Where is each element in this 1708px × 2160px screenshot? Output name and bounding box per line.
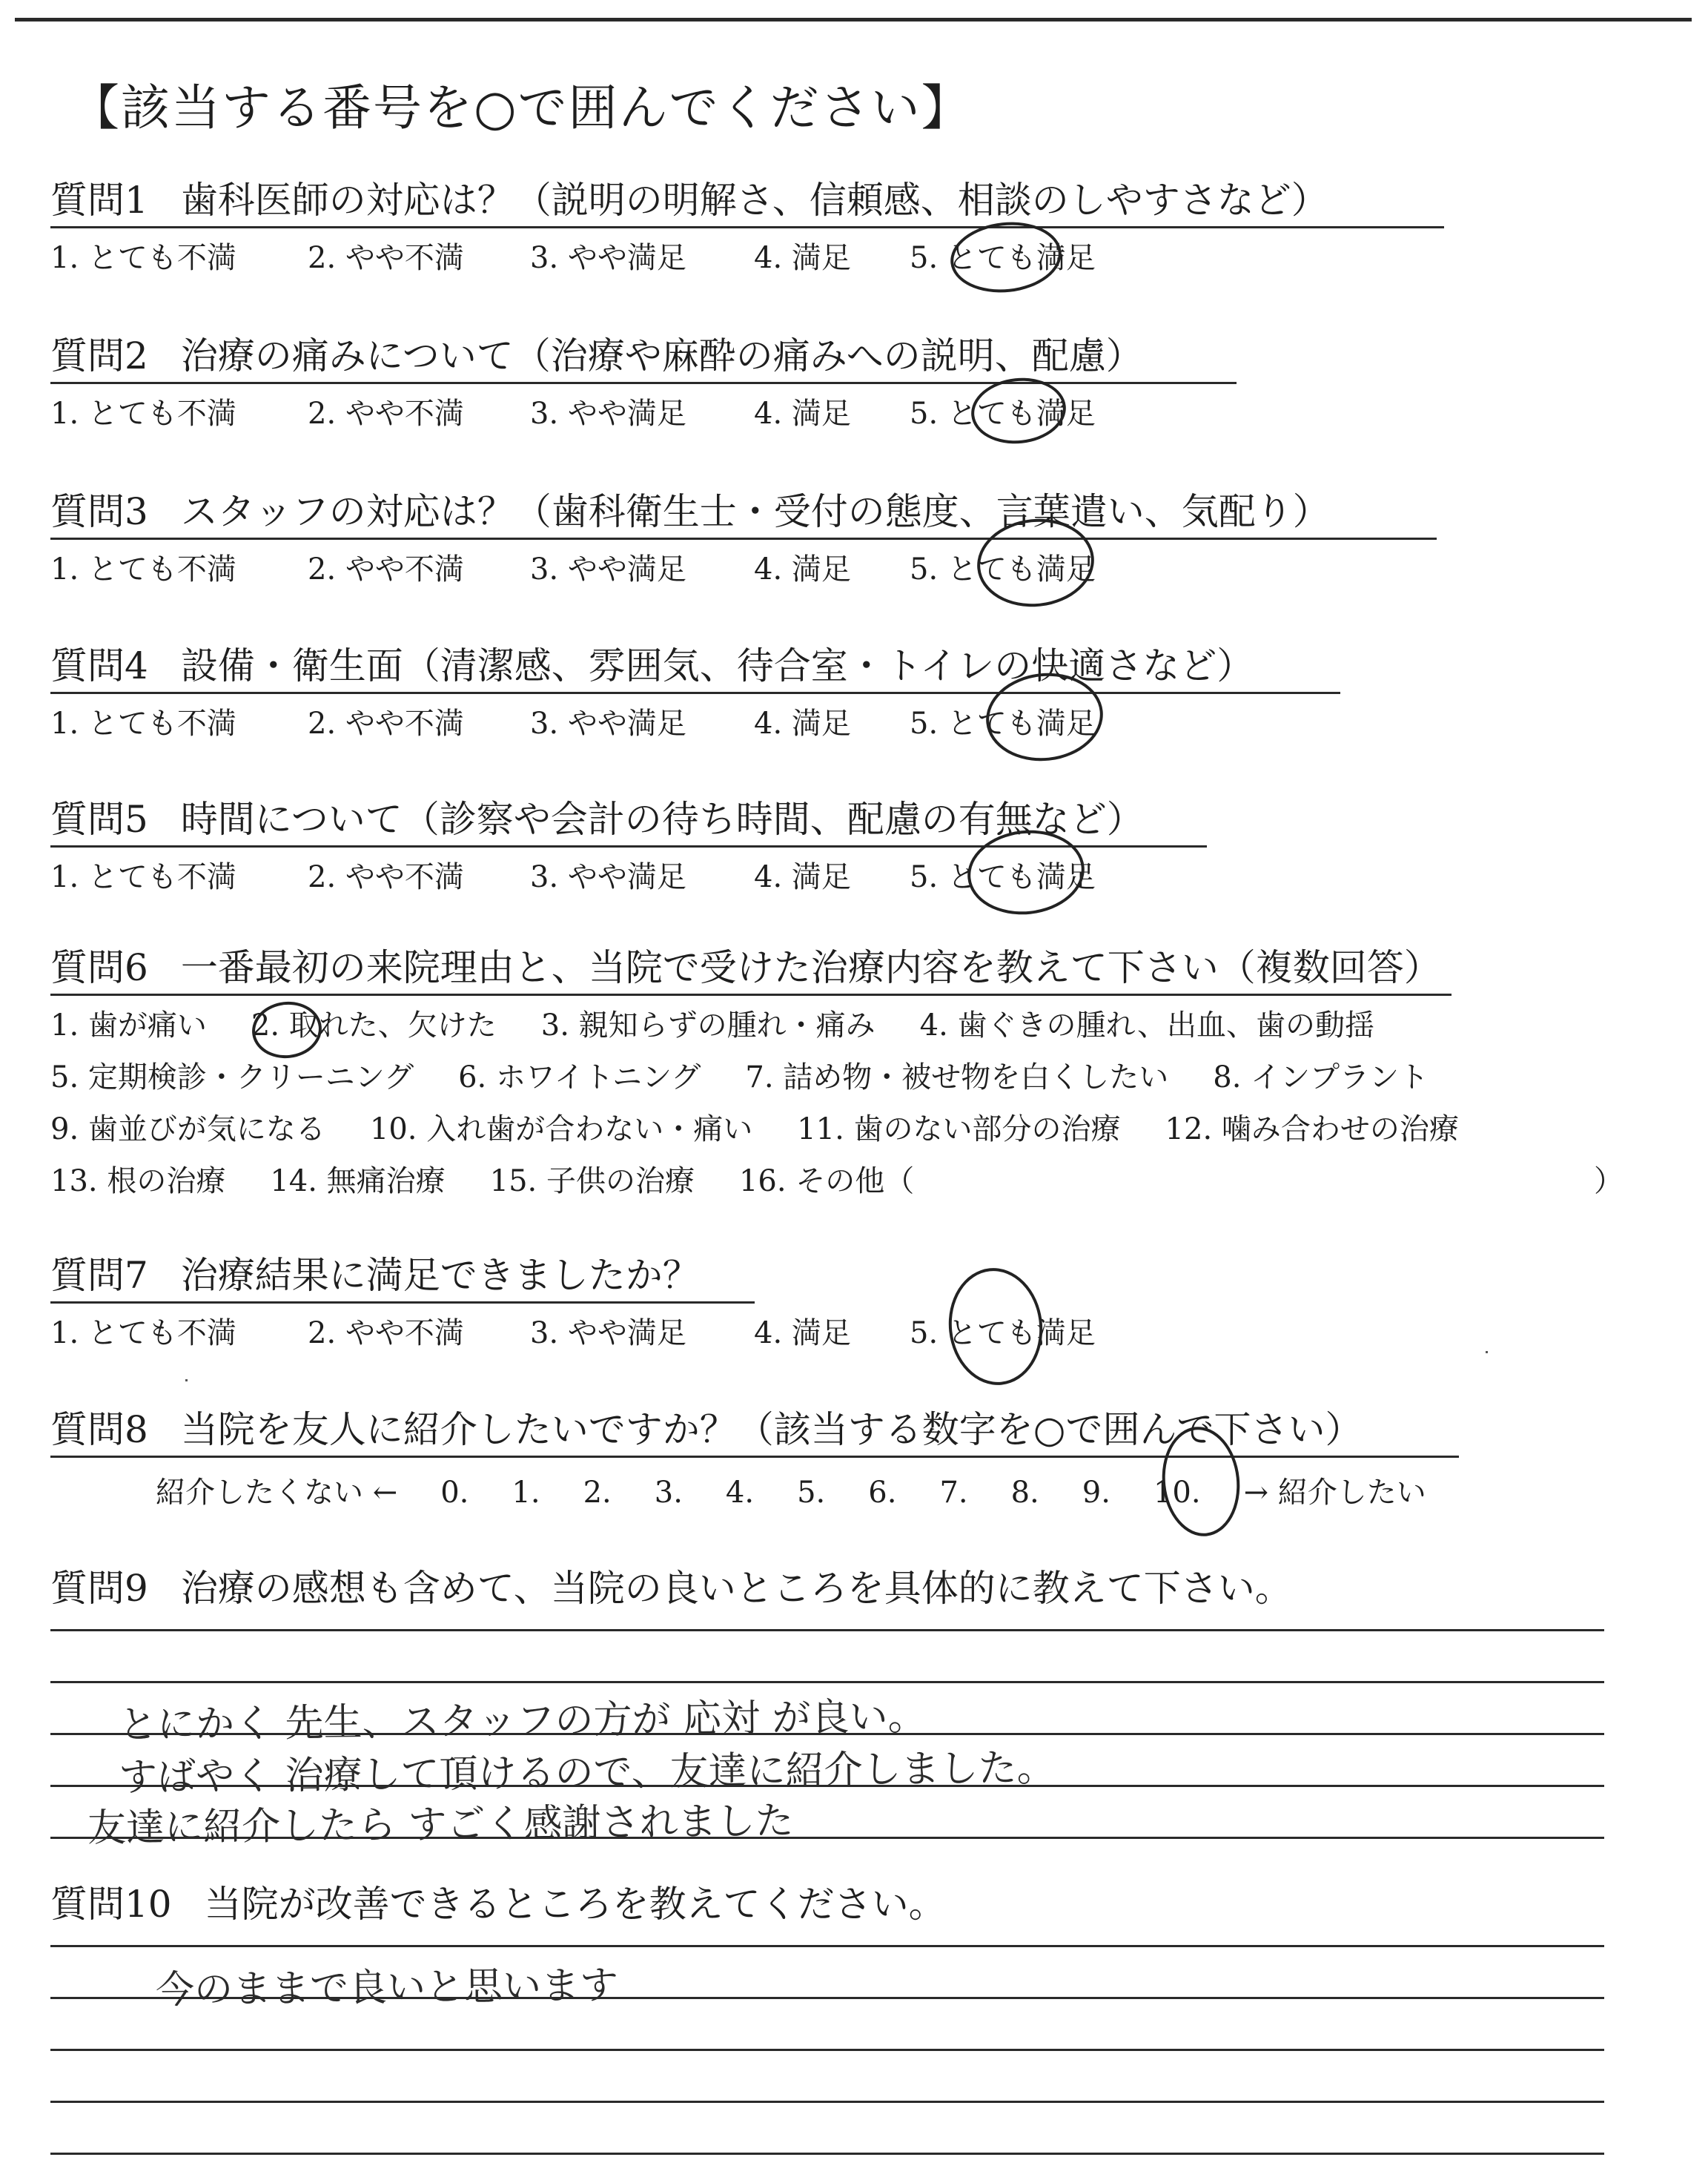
scale-number[interactable]: 4.	[725, 1476, 755, 1510]
option[interactable]: 1. 歯が痛い	[50, 1008, 207, 1043]
page-title: 【該当する番号を○で囲んでください】	[70, 79, 972, 136]
question-title	[50, 334, 1143, 377]
question-label: 質問2	[50, 334, 148, 377]
scale-number[interactable]: 1.	[512, 1476, 540, 1510]
option-row-2	[50, 1060, 1473, 1094]
question-title	[50, 1883, 946, 1926]
question-text: 当院が改善できるところを教えてください。	[204, 1883, 946, 1926]
question-label: 質問7	[50, 1254, 148, 1297]
underline	[50, 382, 1237, 384]
question-text: 治療の痛みについて（治療や麻酔の痛みへの説明、配慮）	[180, 334, 1143, 377]
question-text: 治療の感想も含めて、当院の良いところを具体的に教えて下さい。	[180, 1567, 1292, 1610]
option[interactable]: 2. やや不満	[308, 1316, 464, 1350]
answer-options	[50, 399, 1096, 429]
answer-options	[50, 709, 1096, 739]
option[interactable]: 1. とても不満	[50, 707, 236, 741]
underline	[50, 1456, 1459, 1458]
scale-number[interactable]: 8.	[1010, 1476, 1039, 1510]
writing-line	[50, 1681, 1604, 1683]
option[interactable]: 2. やや不満	[308, 552, 464, 587]
option[interactable]: 8. インプラント	[1213, 1060, 1429, 1094]
scale-number-selected[interactable]: 10.	[1153, 1476, 1201, 1510]
question-text: 設備・衛生面（清潔感、雰囲気、待合室・トイレの快適さなど）	[180, 644, 1254, 687]
question-label: 質問6	[50, 946, 148, 989]
option[interactable]: 1. とても不満	[50, 552, 236, 587]
option[interactable]: 3. やや満足	[530, 552, 686, 587]
option-selected[interactable]: 5. とても満足	[910, 1316, 1096, 1350]
option[interactable]: 14. 無痛治療	[270, 1164, 446, 1198]
option[interactable]: 2. やや不満	[308, 241, 464, 275]
option[interactable]: 12. 噛み合わせの治療	[1165, 1112, 1459, 1146]
answer-options	[50, 243, 1096, 273]
handwritten-answer: すばやく 治療して頂けるので、友達に紹介しました。	[118, 1745, 1056, 1800]
question-label: 質問5	[50, 798, 148, 841]
option[interactable]: 1. とても不満	[50, 397, 236, 431]
option[interactable]: 4. 満足	[754, 707, 851, 741]
question-text: スタッフの対応は？（歯科衛生士・受付の態度、言葉遣い、気配り）	[180, 490, 1330, 533]
option[interactable]: 4. 満足	[754, 397, 851, 431]
question-title	[50, 1567, 1292, 1610]
selection-circle	[947, 217, 1065, 297]
question-title	[50, 798, 1144, 841]
question-title	[50, 1254, 700, 1297]
scale-number[interactable]: 7.	[939, 1476, 968, 1510]
option[interactable]: 4. 満足	[754, 552, 851, 587]
question-label: 質問4	[50, 644, 148, 687]
question-title	[50, 946, 1441, 989]
scale-number[interactable]: 0.	[440, 1476, 469, 1510]
option[interactable]: 6. ホワイトニング	[458, 1060, 701, 1094]
option[interactable]: 7. 詰め物・被せ物を白くしたい	[745, 1060, 1169, 1094]
option[interactable]: 15. 子供の治療	[489, 1164, 695, 1198]
option[interactable]: 1. とても不満	[50, 860, 236, 894]
question-label: 質問1	[50, 179, 148, 222]
option-other[interactable]: 16. その他（	[738, 1164, 915, 1198]
option[interactable]: 4. 満足	[754, 1316, 851, 1350]
option-selected[interactable]: 2. 取れた、欠けた	[251, 1008, 497, 1043]
option[interactable]: 11. 歯のない部分の治療	[797, 1112, 1121, 1146]
answer-options	[50, 552, 1096, 587]
option[interactable]: 3. やや満足	[530, 707, 686, 741]
answer-options	[50, 1318, 1096, 1348]
option[interactable]: 5. 定期検診・クリーニング	[50, 1060, 414, 1094]
scale-left-label: 紹介したくない ←	[156, 1476, 398, 1510]
question-label: 質問9	[50, 1567, 148, 1610]
underline	[50, 1301, 755, 1304]
underline	[50, 692, 1340, 694]
option[interactable]: 2. やや不満	[308, 397, 464, 431]
other-close-paren: ）	[1594, 1164, 1623, 1198]
question-text: 時間について（診察や会計の待ち時間、配慮の有無など）	[180, 798, 1144, 841]
scan-speck	[185, 1379, 188, 1381]
question-title	[50, 179, 1328, 222]
option[interactable]: 1. とても不満	[50, 1316, 236, 1350]
option-selected[interactable]: 5. とても満足	[910, 707, 1096, 741]
writing-line	[50, 2049, 1604, 2051]
question-text: 歯科医師の対応は？（説明の明解さ、信頼感、相談のしやすさなど）	[180, 179, 1328, 222]
underline	[50, 538, 1437, 540]
scale-number[interactable]: 9.	[1082, 1476, 1110, 1510]
handwritten-answer: 友達に紹介したら すごく感謝されました	[87, 1799, 794, 1851]
underline	[50, 226, 1444, 228]
question-label: 質問3	[50, 490, 148, 533]
writing-line	[50, 2153, 1604, 2155]
writing-line	[50, 1945, 1604, 1947]
scale-number[interactable]: 2.	[583, 1476, 612, 1510]
question-label: 質問10	[50, 1883, 172, 1926]
option[interactable]: 4. 満足	[754, 241, 851, 275]
option[interactable]: 3. やや満足	[530, 397, 686, 431]
scale-number[interactable]: 6.	[868, 1476, 897, 1510]
option-row-4	[50, 1166, 959, 1196]
option-selected[interactable]: 5. とても満足	[910, 860, 1096, 894]
option[interactable]: 3. やや満足	[530, 241, 686, 275]
selection-circle	[968, 374, 1069, 449]
question-text: 治療結果に満足できましたか？	[180, 1254, 700, 1297]
scale-number[interactable]: 5.	[797, 1476, 826, 1510]
writing-line	[50, 2101, 1604, 2103]
option-selected[interactable]: 5. とても満足	[910, 241, 1096, 275]
question-label: 質問8	[50, 1408, 148, 1451]
option[interactable]: 4. 歯ぐきの腫れ、出血、歯の動揺	[919, 1008, 1374, 1043]
top-border	[15, 18, 1692, 22]
question-text: 当院を友人に紹介したいですか？（該当する数字を○で囲んで下さい）	[180, 1408, 1363, 1451]
writing-line	[50, 1629, 1604, 1631]
scale-number[interactable]: 3.	[654, 1476, 683, 1510]
option[interactable]: 1. とても不満	[50, 241, 236, 275]
underline	[50, 994, 1452, 996]
scan-speck	[1486, 1351, 1488, 1353]
option[interactable]: 2. やや不満	[308, 707, 464, 741]
option[interactable]: 9. 歯並びが気になる	[50, 1112, 325, 1146]
selection-circle	[943, 1264, 1048, 1390]
option[interactable]: 4. 満足	[754, 860, 851, 894]
option-row-3	[50, 1114, 1503, 1144]
handwritten-answer: 今のままで良いと思います	[155, 1963, 619, 2013]
option-selected[interactable]: 5. とても満足	[910, 552, 1096, 587]
option[interactable]: 10. 入れ歯が合わない・痛い	[369, 1112, 753, 1146]
option[interactable]: 3. やや満足	[530, 860, 686, 894]
option-selected[interactable]: 5. とても満足	[910, 397, 1096, 431]
handwritten-answer: とにかく 先生、スタッフの方が 応対 が良い。	[118, 1694, 927, 1748]
answer-options	[50, 862, 1096, 892]
option[interactable]: 3. やや満足	[530, 1316, 686, 1350]
scale-right-label: → 紹介したい	[1243, 1476, 1426, 1510]
question-title	[50, 490, 1330, 533]
option[interactable]: 3. 親知らずの腫れ・痛み	[540, 1008, 875, 1043]
question-text: 一番最初の来院理由と、当院で受けた治療内容を教えて下さい（複数回答）	[180, 946, 1441, 989]
question-title	[50, 1408, 1363, 1451]
option[interactable]: 2. やや不満	[308, 860, 464, 894]
option[interactable]: 13. 根の治療	[50, 1164, 226, 1198]
